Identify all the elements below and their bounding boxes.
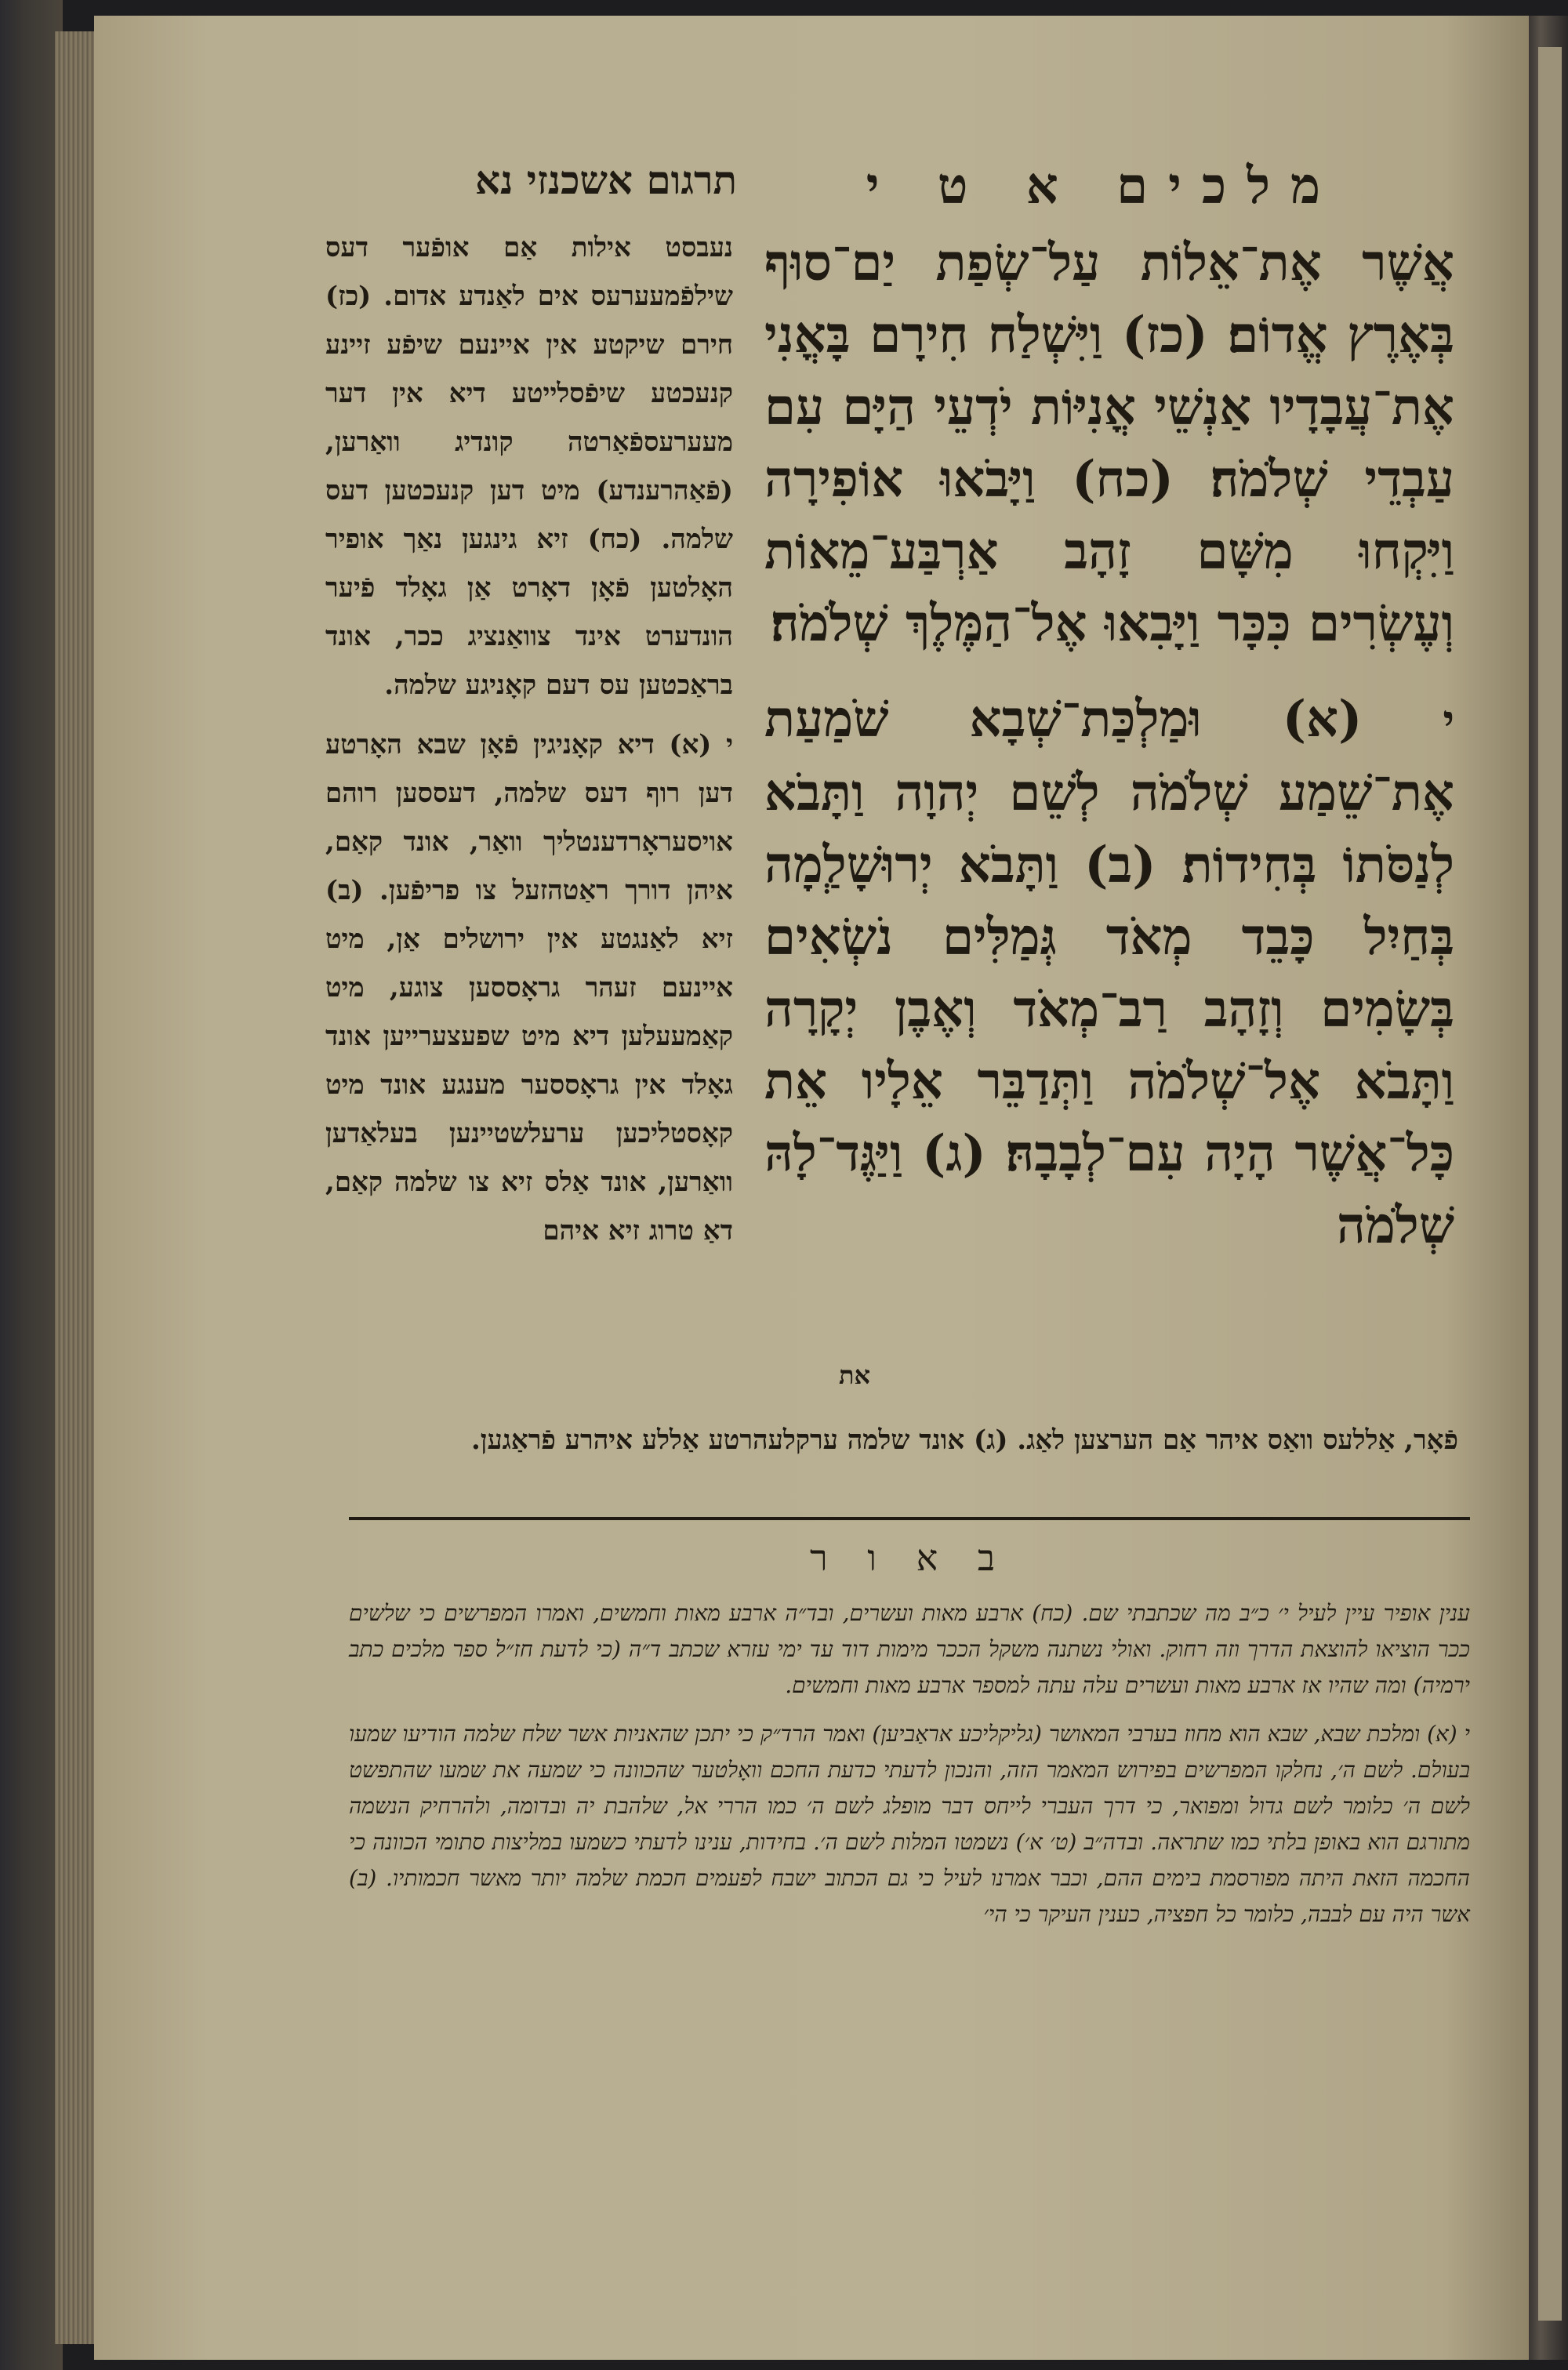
main-text-section bbox=[764, 227, 1454, 660]
translation-continuation-text: פֿאָר, אַללעס וואַס איהר אַם הערצען לאַג. (ג) אונד שלמה ערקלעהרטע אַללע איהרע פֿראַגען. bbox=[470, 1425, 1458, 1456]
translation-section bbox=[325, 720, 733, 1255]
commentary-paragraph: ענין אופיר עיין לעיל י׳ כ״ב מה שכתבתי שם. (כח) ארבע מאות ועשרים, ובד״ה ארבע מאות וחמשים, ואמרו המפרשים כי שלשים ככר הוציאו להוצאת הדרך וזה רחוק. ואולי נשתנה משקל הככר מימות דוד עד ימי עזרא שכתב ד״ה (כי לדעת חז״ל ספר מלכים כתב ירמיה) ומה שהיו אז ארבע מאות ועשרים עלה עתה למספר ארבע מאות וחמשים. bbox=[349, 1600, 1470, 1698]
commentary-text bbox=[349, 1595, 1470, 2081]
commentary-title: ב א ו ר bbox=[809, 1537, 1009, 1579]
translation-body: (א) דיא קאָניגין פֿאָן שבא האָרטע דען רוף דעס שלמה, דעססען רוהם אויסעראָרדענטליך וואַר, אונד קאַם, איהן דורך ראַטהזעל צו פריפֿען. (ב) זיא לאַנגטע אין ירושלים אַן, מיט איינעם זעהר גראָססען צוגע, מיט קאַמעעלען דיא מיט שפעצערייען אונד גאָלד אין גראָססער מענגע אונד מיט קאָסטליכען ערעלשטיינען בעלאַדען וואַרען, אונד אַלס זיא צו שלמה קאַם, דאַ טרוג זיא איהם bbox=[325, 729, 733, 1247]
translation-continuation bbox=[345, 1419, 1458, 1505]
translation-body: נעבסט אילות אַם אופֿער דעס שילפֿמעערעס אים לאַנדע אדום. (כז) חירם שיקטע אין איינעם שיפֿע זיינע קנעכטע שיפֿסלייטע דיא אין דער מעערעספֿאַרטה קונדיג וואַרען, (פֿאַהרענדע) מיט דען קנעכטען דעס שלמה. (כח) זיא גינגען נאַך אופיר האָלטען פֿאָן דאָרט אַן גאָלד פֿיער הונדערט אינד צוואַנציג ככר, אונד בראַכטען עס דעם קאָניגע שלמה. bbox=[325, 232, 733, 701]
running-header-kings: מלכים א ט י bbox=[866, 157, 1341, 216]
translation-section bbox=[325, 223, 733, 710]
section-divider bbox=[349, 1517, 1470, 1520]
main-hebrew-text bbox=[764, 227, 1454, 1364]
chapter-number: י bbox=[726, 729, 733, 760]
catchword: את bbox=[838, 1360, 870, 1390]
yiddish-translation-column bbox=[325, 223, 733, 1423]
book-spine-left bbox=[0, 0, 63, 2370]
facing-page-strip bbox=[1538, 47, 1562, 2321]
main-text-body: (א) וּמַלְכַּת־שְׁבָא שֹׁמַעַת אֶת־שֵׁמַע שְׁלֹמֹה לְשֵׁם יְהוָה וַתָּבֹא לְנַסֹּתוֹ בְּחִידוֹת׃ (ב) וַתָּבֹא יְרוּשָׁלְַמָה בְּחַיִל כָּבֵד מְאֹד גְּמַלִּים נֹשְׂאִים בְּשָׂמִים וְזָהָב רַב־מְאֹד וְאֶבֶן יְקָרָה וַתָּבֹא אֶל־שְׁלֹמֹה וַתְּדַבֵּר אֵלָיו אֵת כָּל־אֲשֶׁר הָיָה עִם־לְבָבָהּ׃ (ג) וַיַּגֶּד־לָהּ שְׁלֹמֹה bbox=[764, 690, 1454, 1255]
main-text-body: אֲשֶׁר אֶת־אֵלוֹת עַל־שְׂפַת יַם־סוּף בְּאֶרֶץ אֱדוֹם׃ (כז) וַיִּשְׁלַח חִירָם בָּאֳנִי אֶת־עֲבָדָיו אַנְשֵׁי אֳנִיּוֹת יֹדְעֵי הַיָּם עִם עַבְדֵי שְׁלֹמֹה׃ (כח) וַיָּבֹאוּ אוֹפִירָה וַיִּקְחוּ מִשָּׁם זָהָב אַרְבַּע־מֵאוֹת וְעֶשְׂרִים כִּכָּר וַיָּבִאוּ אֶל־הַמֶּלֶךְ שְׁלֹמֹה׃ bbox=[764, 234, 1454, 653]
main-text-section bbox=[764, 684, 1454, 1262]
running-header-targum: תרגום אשכנזי נא bbox=[475, 157, 737, 203]
commentary-paragraph: י (א) ומלכת שבא, שבא הוא מחוז בערבי המאושר (גליקליכע אראַביען) ואמר הרד״ק כי יתכן שהאניות אשר שלח שלמה הודיעו שמעו בעולם. לשם ה׳, נחלקו המפרשים בפירוש המאמר הזה, והנכון לדעתי כדעת החכם וואָלטער שהכוונה כי שמעה את שמעו שהתפשט לשם ה׳ כלומר לשם גדול ומפואר, כי דרך העברי לייחס דבר מופלג לשם ה׳ כמו הררי אל, שלהבת יה ובדומה, ולהרחיק הנשמה מתורגם הוא באופן בלתי כמו שתראה. ובדה״ב (ט׳ א׳) נשמטו המלות לשם ה׳. בחידות, ענינו לדעתי כשמעו במליצות סתומי הכוונה כי החכמה הזאת היתה מפורסמת בימים ההם, וכבר אמרנו לעיל כי גם הכתוב ישבח לפעמים חכמת שלמה יותר מאשר חכמותיו. (ב) אשר היה עם לבבה, כלומר כל חפציה, כענין העיקר כי הי׳ bbox=[349, 1721, 1470, 1927]
chapter-number: י bbox=[1443, 695, 1455, 747]
